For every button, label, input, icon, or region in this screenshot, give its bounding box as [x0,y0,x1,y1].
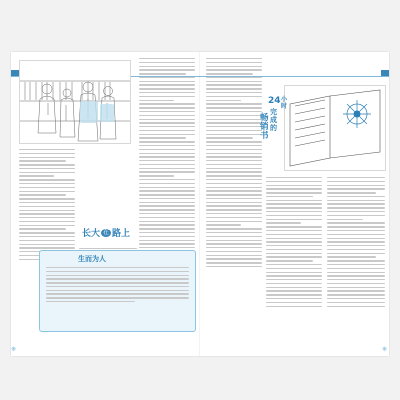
section-title-left: 长大 [82,229,101,239]
vertical-title-line-2: 完成的 [270,108,277,132]
left-page [11,52,200,356]
vertical-title [260,96,290,166]
section-title-right: 路上 [112,229,131,239]
book-illustration-icon [285,86,385,170]
fold-ornament-icon: ❋ [11,346,17,353]
book-illustration [284,85,386,171]
vertical-title-line-3: 畅销书 [260,113,269,141]
fold-ornament-icon: ❋ [381,346,387,353]
vertical-title-line-1: 小时 [281,96,288,110]
people-illustration [19,60,131,144]
sidebar-title: 生而为人 [78,254,106,263]
left-col-1-text [19,149,75,262]
right-page [200,52,389,356]
sidebar-box [39,250,196,332]
vertical-title-number: 24 [268,96,281,106]
right-col-2-text [266,177,322,309]
people-illustration-icon [20,61,130,143]
sidebar-text [46,267,189,305]
right-col-3-text [327,177,385,309]
right-col-1-text [206,58,262,270]
right-page-number-block [381,70,389,76]
section-title [82,226,130,239]
left-col-3-text [139,58,195,274]
section-title-badge: 在 [103,228,110,236]
left-page-number-block [11,70,19,76]
